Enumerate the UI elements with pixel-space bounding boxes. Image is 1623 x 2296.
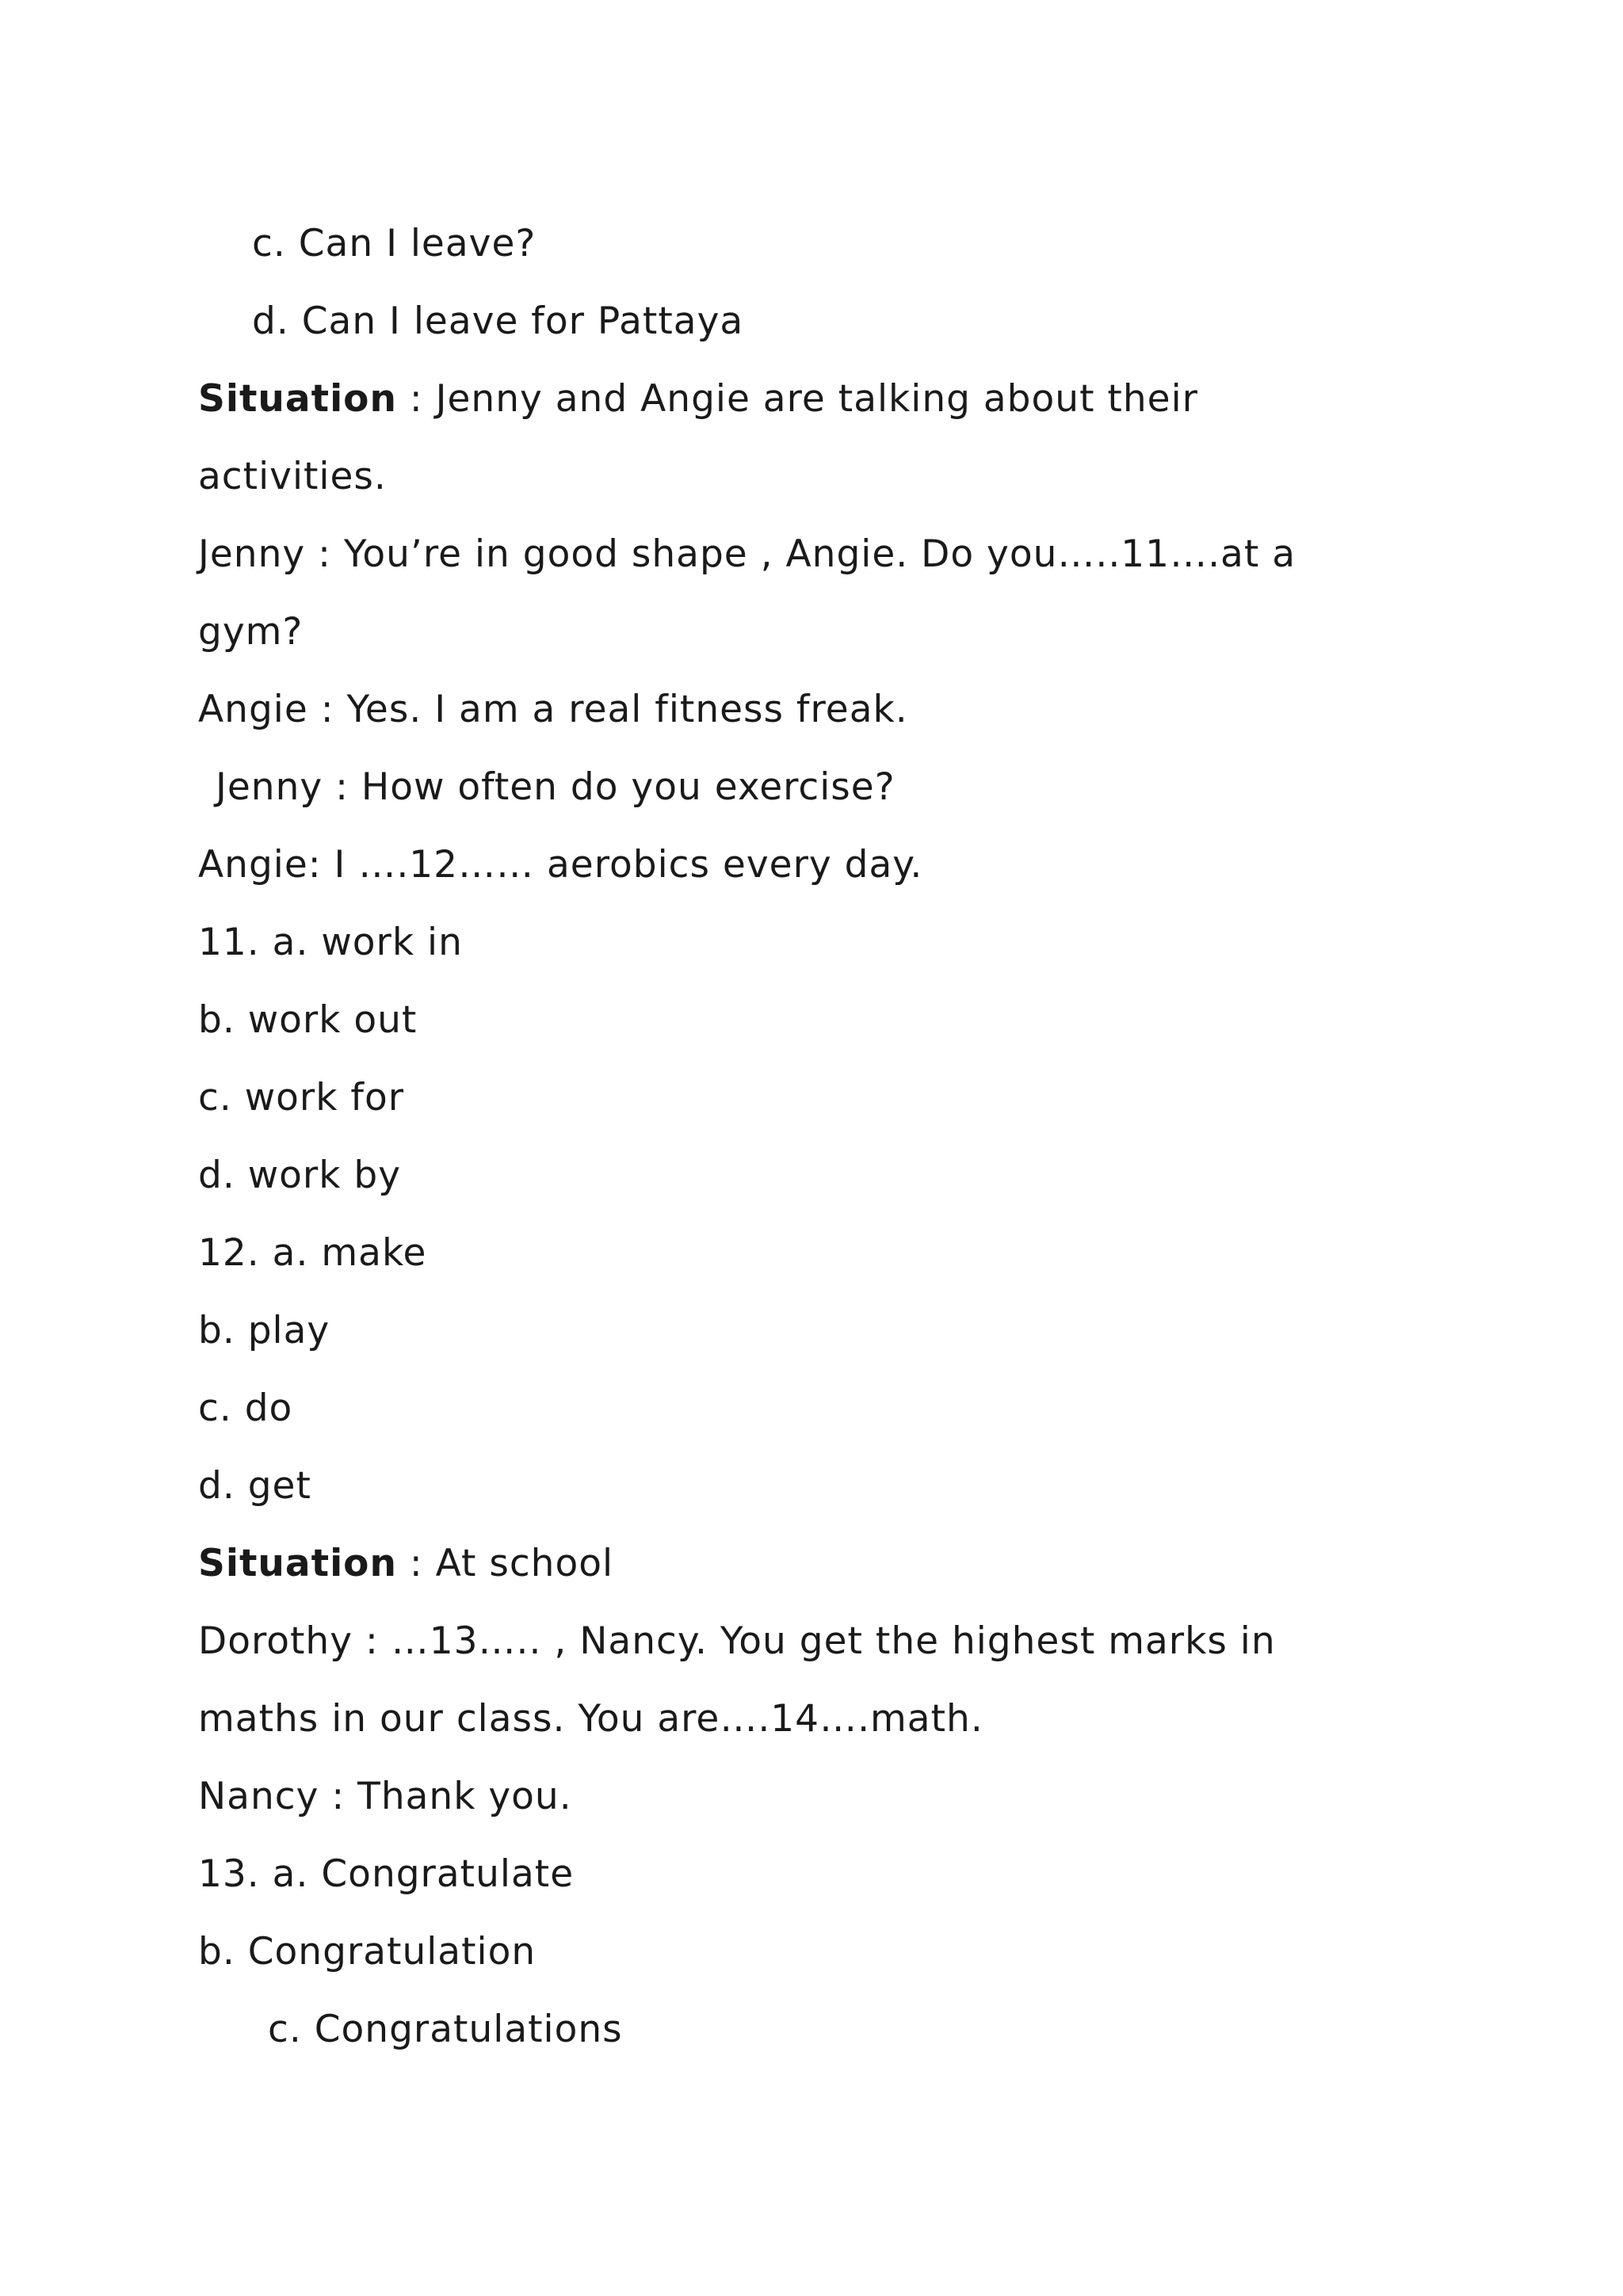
text-line (198, 1695, 983, 1743)
text-line (198, 608, 303, 656)
dialogue-line (198, 531, 1296, 578)
option-line (198, 1928, 536, 1976)
option-line (252, 220, 536, 268)
line-text: d. work by (198, 1154, 402, 1197)
option-line (268, 2006, 623, 2054)
line-text: : Jenny and Angie are talking about their (396, 377, 1198, 421)
line-text: Angie: I ….12…… aerobics every day. (198, 843, 923, 887)
option-line (198, 1307, 330, 1355)
dialogue-line (198, 1618, 1276, 1665)
line-text: maths in our class. You are….14….math. (198, 1697, 983, 1741)
dialogue-line (198, 686, 908, 734)
line-text: b. play (198, 1309, 330, 1352)
option-line (198, 1463, 311, 1510)
line-text: Dorothy : …13….. , Nancy. You get the highest marks in (198, 1619, 1276, 1663)
text-line (198, 453, 387, 501)
dialogue-line (216, 764, 896, 811)
line-text: 12. a. make (198, 1231, 427, 1275)
line-text: 13. a. Congratulate (198, 1852, 575, 1896)
situation-label: Situation (198, 377, 397, 421)
option-line (198, 1074, 404, 1122)
line-text: c. work for (198, 1076, 405, 1119)
line-text: b. Congratulation (198, 1930, 537, 1974)
option-line (252, 298, 743, 345)
line-text: Jenny : How often do you exercise? (216, 765, 896, 809)
line-text: b. work out (198, 998, 418, 1042)
line-text: activities. (198, 455, 387, 498)
line-text: Nancy : Thank you. (198, 1775, 572, 1818)
line-text: c. Can I leave? (252, 222, 537, 265)
line-text: Jenny : You’re in good shape , Angie. Do you…..11….at a (198, 532, 1296, 576)
line-text: d. get (198, 1464, 311, 1508)
situation-line (198, 376, 1198, 423)
question-line (198, 919, 463, 967)
dialogue-line (198, 841, 922, 889)
dialogue-line (198, 1773, 572, 1821)
option-line (198, 1385, 292, 1432)
question-line (198, 1851, 574, 1898)
line-text: : At school (396, 1542, 614, 1585)
line-text: d. Can I leave for Pattaya (252, 299, 744, 343)
line-text: c. Congratulations (268, 2008, 623, 2051)
option-line (198, 1152, 401, 1199)
line-text: 11. a. work in (198, 921, 463, 964)
line-text: Angie : Yes. I am a real fitness freak. (198, 688, 908, 731)
line-text: c. do (198, 1386, 293, 1430)
line-text: gym? (198, 610, 304, 654)
situation-label: Situation (198, 1542, 397, 1585)
question-line (198, 1230, 426, 1277)
situation-line (198, 1540, 613, 1588)
option-line (198, 997, 417, 1044)
